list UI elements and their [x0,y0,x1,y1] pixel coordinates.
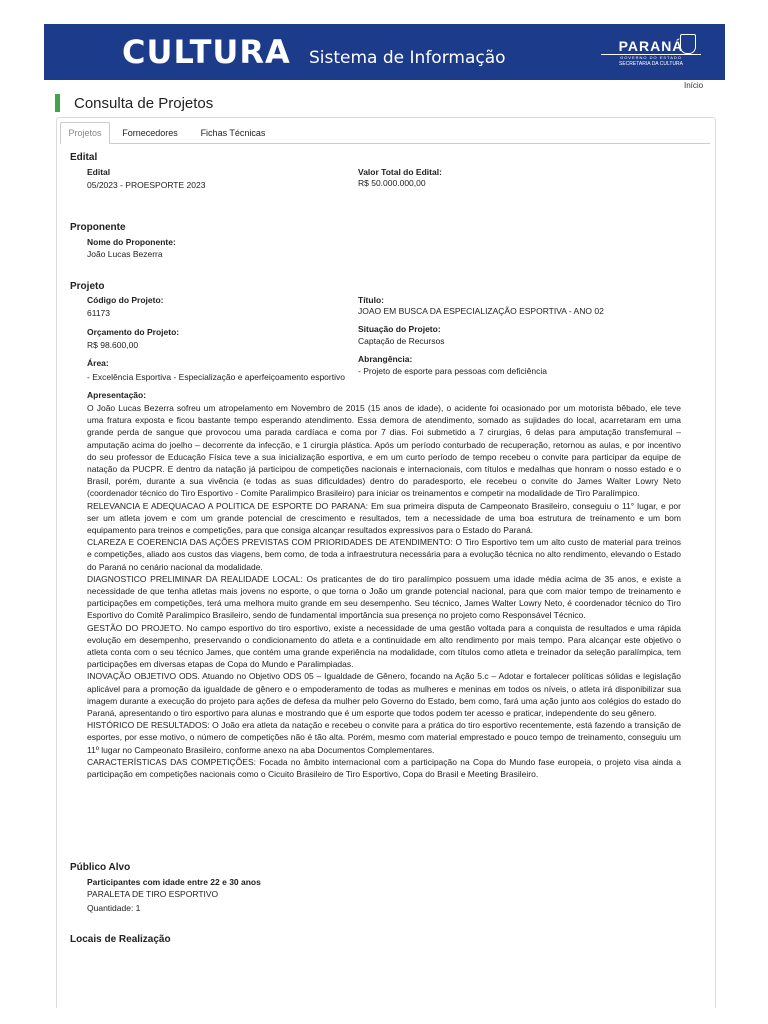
apresentacao-paragraph: RELEVANCIA E ADEQUACAO A POLITICA DE ESPORTE DO PARANA: Em sua primeira disputa de Campeonato Brasileiro, conseguiu o 11° lugar, e por ser um atleta jovem e com um grande potencial de crescimento e resultados, tem a necessidade de uma boa estrutura de treinamento e um bom equipamento para treinos e competições, para que consiga alcançar resultados expressivos para o Estado do Paraná. [87,500,681,536]
titulo-label: Título: [358,295,384,305]
valor-total-label: Valor Total do Edital: [358,167,442,177]
publico-quantidade: Quantidade: 1 [87,903,141,913]
situacao-label: Situação do Projeto: [358,324,441,334]
logo-dept: SECRETARIA DA CULTURA [619,61,683,67]
logo-tagline: GOVERNO DO ESTADO [601,54,701,61]
abrangencia-label: Abrangência: [358,354,413,364]
edital-label: Edital [87,167,111,177]
tab-fornecedores[interactable]: Fornecedores [122,128,178,138]
codigo-label: Código do Projeto: [87,295,164,305]
publico-grupo: PARALETA DE TIRO ESPORTIVO [87,889,219,899]
section-locais-realizacao: Locais de Realização [70,934,171,945]
section-projeto: Projeto [70,281,105,292]
page-title: Consulta de Projetos [74,95,214,112]
header-banner [44,24,725,80]
apresentacao-paragraph: INOVAÇÃO OBJETIVO ODS. Atuando no Objetivo ODS 05 – Igualdade de Gênero, focando na Ação 5.c – Adotar e fortalecer políticas sólidas e legislação aplicável para a promoção da igualdade de gênero e o empoderamento de todas as mulheres e meninas em todos os níveis, o atleta irá disponibilizar sua imagem durante a execução do projeto para ações de defesa da mulher pelo Governo do Estado, bem como, fará uma ação junto aos colégios do estado do Paraná, apresentando o tiro esportivo para alunas e mostrando que é um esporte que todos podem ter acesso e praticar, independente do seu gênero. [87,671,681,719]
apresentacao-paragraph: CARACTERÍSTICAS DAS COMPETIÇÕES: Focada no âmbito internacional com a participação na Copa do Mundo fase europeia, o projeto visa ainda a participação em competições nacionais como o Cicuito Brasileiro de Tiro Esportivo, Copa do Brasil e Meeting Brasileiro. [87,756,681,780]
area-label: Área: [87,358,109,368]
proponente-nome-label: Nome do Proponente: [87,237,176,247]
abrangencia-value: - Projeto de esporte para pessoas com deficiência [358,366,547,376]
tab-projetos[interactable]: Projetos [60,122,110,144]
valor-total-value: R$ 50.000.000,00 [358,178,426,188]
apresentacao-text [87,402,681,780]
brand-title: CULTURA [122,33,291,71]
section-proponente: Proponente [70,222,126,233]
logo-name: PARANÁ [618,38,684,54]
orcamento-label: Orçamento do Projeto: [87,327,180,337]
situacao-value: Captação de Recursos [358,336,445,346]
apresentacao-label: Apresentação: [87,390,147,400]
crest-icon [680,34,696,54]
apresentacao-paragraph: O João Lucas Bezerra sofreu um atropelamento em Novembro de 2015 (15 anos de idade), o acidente foi ocasionado por um motorista bêbado, ele teve uma fratura exposta e ficou bastante tempo esperando atendimento. Essa demora de atendimento, somado as sujidades do local, acarretaram em uma grande perda de sangue que provocou uma parada cardíaca e coma por 7 dias. Foi submetido a 7 cirurgias, 6 delas para amputação transfemural – amputação acima do joelho – decorrente da infecção, e 1 cirurgia plástica. Após um período conturbado de recuperação, retornou as aulas, e por incentivo do seu professor de Educação Física teve a sua inicialização esportiva, e em um curto período de tempo recebeu o convite para participar da equipe de natação da PUCPR. E dentro da natação já participou de competições nacionais e internacionais, com títulos e medalhas que honram o nosso estado e o Brasil, porém, durante a sua vivência (e todas as suas dificuldades) dentro do paradesporto, ele recebeu o convite do James Walter Lowry Neto (coordenador técnico do Tiro Esportivo - Comite Paralimpico Brasileiro) para iniciar os treinamentos e competir na modalidade de Tiro Paralímpico. [87,403,681,499]
title-accent [55,94,60,112]
apresentacao-paragraph: CLAREZA E COERENCIA DAS AÇÕES PREVISTAS COM PRIORIDADES DE ATENDIMENTO: O Tiro Esportivo tem um alto custo de material para treinos e competições, aliado aos custos das viagens, bem como, de toda a infraestrutura necessária para a evolução técnica no alto rendimento, elevando o Estado do Paraná no cenário nacional da modalidade. [87,537,681,572]
apresentacao-paragraph: DIAGNOSTICO PRELIMINAR DA REALIDADE LOCAL: Os praticantes de do tiro paralímpico possuem uma idade média acima de 35 anos, e existe a necessidade de que tenha atletas mais jovens no esporte, o que torna o João um grande potencial nacional, para que com maior tempo de treinamento e participações em competições, terá uma melhora muito grande em seu desempenho. Seu técnico, James Walter Lowry Neto, é coordenador técnico do Tiro Esportivo do Comitê Paralimpico Brasileiro, sendo de fundamental importância sua presença no projeto como Responsável Técnico. [87,573,681,621]
edital-value: 05/2023 - PROESPORTE 2023 [87,180,206,190]
section-publico-alvo: Público Alvo [70,862,131,873]
area-value: - Excelência Esportiva - Especialização e aperfeiçoamento esportivo [87,372,345,382]
proponente-nome-value: João Lucas Bezerra [87,249,163,259]
tab-bar [60,122,710,144]
orcamento-value: R$ 98.600,00 [87,340,139,350]
section-edital: Edital [70,152,98,163]
apresentacao-paragraph: GESTÃO DO PROJETO. No campo esportivo do tiro esportivo, existe a necessidade de uma gestão voltada para a conquista de resultados e uma rápida evolução em desempenho, preservando o condicionamento do atleta e a continuidade em alto rendimento por mais tempo. Para alcançar este objetivo o atleta conta com o seu técnico James, que contém uma grande experiência na modalidade, com títulos como atleta e treinador da seleção paralímpica, tem participações em diversas etapas de Copa do Mundo e Paralimpiadas. [87,622,681,670]
home-link[interactable]: Início [684,81,704,90]
apresentacao-paragraph: HISTÓRICO DE RESULTADOS: O João era atleta da natação e recebeu o convite para a prática do tiro esportivo recentemente, está fazendo a transição de esportes, por esse motivo, o número de competições não é tão alta. Porém, mesmo com material emprestado e pouco tempo de treinamento, conseguiu um 11º lugar no Campeonato Brasileiro, conforme anexo na aba Documentos Complementares. [87,720,681,755]
publico-faixa-label: Participantes com idade entre 22 e 30 anos [87,877,261,887]
codigo-value: 61173 [87,308,111,318]
titulo-value: JOAO EM BUSCA DA ESPECIALIZAÇÃO ESPORTIVA - ANO 02 [358,306,604,316]
tab-fichas-tecnicas[interactable]: Fichas Técnicas [200,128,266,138]
brand-subtitle: Sistema de Informação [309,48,506,68]
